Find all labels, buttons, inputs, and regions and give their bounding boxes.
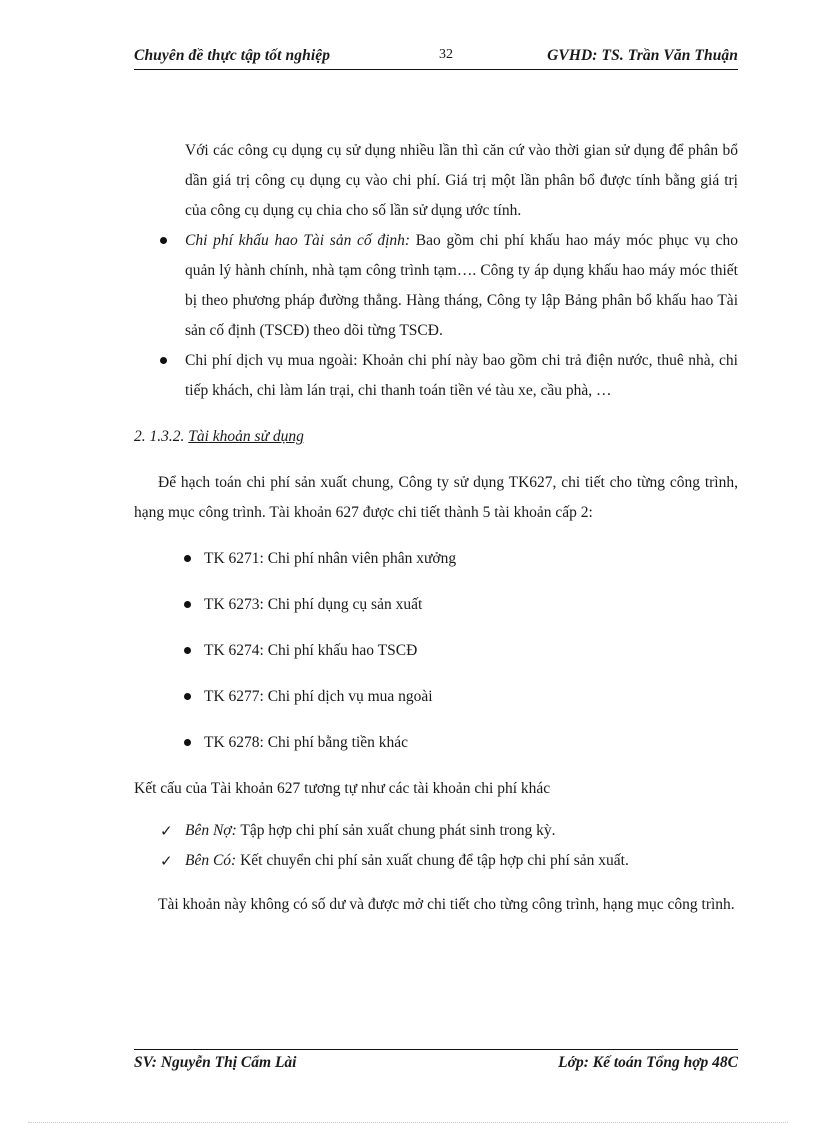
page-body — [134, 136, 738, 920]
checkmark-icon: ✓ — [160, 822, 173, 840]
checkmark-icon: ✓ — [160, 852, 173, 870]
list-item — [134, 682, 738, 712]
list-item — [134, 636, 738, 666]
bullet-label: Chi phí khấu hao Tài sản cố định: — [185, 232, 411, 249]
check-label: Bên Có: — [185, 852, 237, 869]
section-heading — [134, 422, 738, 452]
bullet-text: Chi phí dịch vụ mua ngoài: Khoản chi phí này bao gồm chi trả điện nước, thuê nhà, chi tiếp khách, chi làm lán trại, chi thanh toán tiền vé tàu xe, cầu phà, … — [185, 352, 738, 399]
structure-line: Kết cấu của Tài khoản 627 tương tự như các tài khoản chi phí khác — [134, 780, 551, 797]
check-list — [134, 816, 738, 876]
account-text: TK 6274: Chi phí khấu hao TSCĐ — [204, 642, 418, 659]
bullet-text: Bao gồm chi phí khấu hao máy móc phục vụ cho quản lý hành chính, nhà tạm công trình tạm…. Công ty áp dụng khấu hao máy móc thiết bị theo phương pháp đường thẳng. Hàng tháng, Công ty lập Bảng phân bổ khấu hao Tài sản cố định (TSCĐ) theo dõi từng TSCĐ. — [185, 232, 738, 339]
section-title: Tài khoản sử dụng — [188, 428, 304, 445]
account-text: TK 6271: Chi phí nhân viên phân xưởng — [204, 550, 457, 567]
account-intro-paragraph: Để hạch toán chi phí sản xuất chung, Công ty sử dụng TK627, chi tiết cho từng công trình, hạng mục công trình. Tài khoản 627 được chi tiết thành 5 tài khoản cấp 2: — [134, 474, 738, 521]
intro-paragraph: Với các công cụ dụng cụ sử dụng nhiều lần thì căn cứ vào thời gian sử dụng để phân bổ dần giá trị công cụ dụng cụ vào chi phí. Giá trị một lần phân bổ được tính bằng giá trị của công cụ dụng cụ chia cho số lần sử dụng ước tính. — [185, 142, 738, 219]
header-advisor: GVHD: TS. Trần Văn Thuận — [547, 47, 738, 64]
bullet-dot-icon — [184, 601, 191, 608]
account-text: TK 6273: Chi phí dụng cụ sản xuất — [204, 596, 423, 613]
bullet-dot-icon — [160, 357, 167, 364]
closing-paragraph: Tài khoản này không có số dư và được mở chi tiết cho từng công trình, hạng mục công trình. — [158, 896, 735, 913]
footer-class: Lớp: Kế toán Tổng hợp 48C — [558, 1054, 738, 1071]
account-text: TK 6278: Chi phí bằng tiền khác — [204, 734, 409, 751]
page-header — [134, 47, 738, 70]
check-text: Kết chuyển chi phí sản xuất chung để tập hợp chi phí sản xuất. — [236, 852, 629, 869]
account-list — [134, 544, 738, 758]
bullet-dot-icon — [160, 237, 167, 244]
list-item — [134, 728, 738, 758]
page-number: 32 — [439, 47, 453, 62]
bullet-dot-icon — [184, 693, 191, 700]
bullet-depreciation — [134, 226, 738, 346]
check-label: Bên Nợ: — [185, 822, 237, 839]
check-text: Tập hợp chi phí sản xuất chung phát sinh trong kỳ. — [236, 822, 556, 839]
bullet-dot-icon — [184, 555, 191, 562]
list-item-debit — [134, 816, 738, 846]
bullet-dot-icon — [184, 647, 191, 654]
footer-student: SV: Nguyễn Thị Cẩm Lài — [134, 1054, 297, 1071]
account-text: TK 6277: Chi phí dịch vụ mua ngoài — [204, 688, 433, 705]
header-title: Chuyên đề thực tập tốt nghiệp — [134, 47, 331, 64]
section-number: 2. 1.3.2. — [134, 428, 189, 445]
bullet-outsourced-services — [134, 346, 738, 406]
list-item-credit — [134, 846, 738, 876]
list-item — [134, 544, 738, 574]
list-item — [134, 590, 738, 620]
page-footer — [134, 1049, 738, 1076]
bullet-dot-icon — [184, 739, 191, 746]
